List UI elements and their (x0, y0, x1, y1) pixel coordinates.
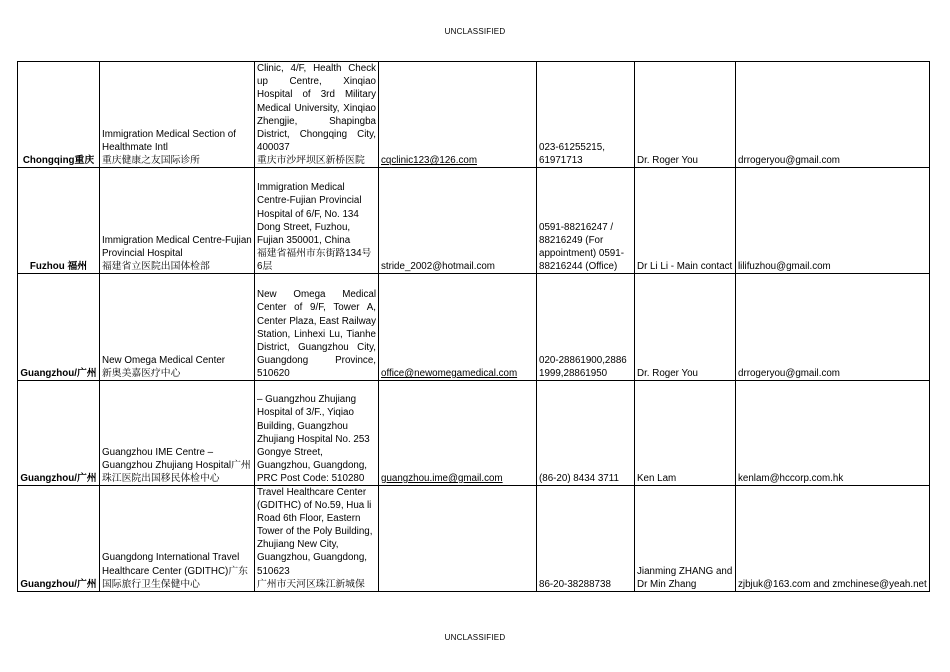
city-cell: Fuzhou 福州 (18, 168, 100, 274)
address-text: Travel Healthcare Center (GDITHC) of No.59, Hua li Road 6th Floor, Eastern Tower of the Poly Building, Zhujiang New City, Guangzhou, Guangdong, 510623 (257, 487, 373, 577)
address-text-cn: 广州市天河区珠江新城保 (257, 578, 365, 590)
address-text: Immigration Medical Centre-Fujian Provincial Hospital of 6/F, No. 134 Dong Street, Fuzhou, Fujian 350001, China (257, 182, 362, 246)
clinic-name: New Omega Medical Center (102, 354, 226, 366)
phone-cell: (86-20) 8434 3711 (537, 381, 635, 486)
clinic-name: Guangzhou IME Centre – Guangzhou Zhujiang Hospital (102, 446, 232, 471)
clinic-name: Guangdong International Travel Healthcare Center (GDITHC) (102, 552, 240, 577)
address-text-cn: 重庆市沙坪坝区新桥医院 (257, 154, 365, 166)
clinic-name-cn: 新奥美嘉医疗中心 (102, 367, 181, 379)
contact-cell: Dr. Roger You (635, 62, 736, 168)
address-cell (255, 486, 379, 592)
contact-email-cell: zjbjuk@163.com and zmchinese@yeah.net (736, 486, 930, 592)
clinic-cell (100, 486, 255, 592)
table-row (18, 486, 930, 592)
email-cell (379, 168, 537, 274)
city-cell: Guangzhou/广州 (18, 486, 100, 592)
contact-email-cell: drrogeryou@gmail.com (736, 274, 930, 381)
city-cell: Chongqing重庆 (18, 62, 100, 168)
phone-cell: 020-28861900,28861999,28861950 (537, 274, 635, 381)
clinic-cell (100, 168, 255, 274)
clinic-name: Immigration Medical Centre-Fujian Provincial Hospital (102, 234, 252, 259)
table-row (18, 62, 930, 168)
classification-header: UNCLASSIFIED (444, 27, 506, 36)
email-cell (379, 274, 537, 381)
clinic-cell (100, 62, 255, 168)
classification-footer: UNCLASSIFIED (444, 633, 506, 642)
clinic-name-cn: 广东国际旅行卫生保健中心 (102, 565, 248, 590)
address-text: Clinic, 4/F, Health Check up Centre, Xinqiao Hospital of 3rd Military Medical University, Xinqiao Zhengjie, Shapingba District, Chongqing City, 400037 (257, 63, 376, 153)
clinic-cell (100, 274, 255, 381)
email-cell (379, 486, 537, 592)
address-cell (255, 62, 379, 168)
phone-cell: 0591-88216247 / 88216249 (For appointment) 0591-88216244 (Office) (537, 168, 635, 274)
clinic-table (17, 61, 930, 592)
address-cell: New Omega Medical Center of 9/F, Tower A, Center Plaza, East Railway Station, Linhexi Lu, Tianhe District, Guangzhou City, Guangdong Province, 510620 (255, 274, 379, 381)
address-text-cn: 福建省福州市东街路134号6层 (257, 247, 372, 272)
city-cell: Guangzhou/广州 (18, 381, 100, 486)
clinic-name-cn: 重庆健康之友国际诊所 (102, 154, 200, 166)
contact-email-cell: drrogeryou@gmail.com (736, 62, 930, 168)
clinic-cell (100, 381, 255, 486)
email-link[interactable]: stride_2002@hotmail.com (381, 260, 495, 272)
table-row (18, 168, 930, 274)
phone-cell: 023-61255215, 61971713 (537, 62, 635, 168)
phone-cell: 86-20-38288738 (537, 486, 635, 592)
address-cell (255, 168, 379, 274)
contact-email-cell: lilifuzhou@gmail.com (736, 168, 930, 274)
clinic-name: Immigration Medical Section of Healthmate Intl (102, 128, 236, 153)
email-link[interactable]: guangzhou.ime@gmail.com (381, 472, 503, 484)
contact-cell: Ken Lam (635, 381, 736, 486)
email-cell (379, 62, 537, 168)
email-cell (379, 381, 537, 486)
table-row (18, 381, 930, 486)
email-link[interactable]: office@newomegamedical.com (381, 367, 518, 379)
contact-cell: Jianming ZHANG and Dr Min Zhang (635, 486, 736, 592)
contact-cell: Dr Li Li - Main contact (635, 168, 736, 274)
email-link[interactable]: cqclinic123@126.com (381, 154, 477, 166)
table-row (18, 274, 930, 381)
contact-cell: Dr. Roger You (635, 274, 736, 381)
clinic-name-cn: 广州珠江医院出国移民体检中心 (102, 459, 251, 484)
city-cell: Guangzhou/广州 (18, 274, 100, 381)
clinic-name-cn: 福建省立医院出国体检部 (102, 260, 210, 272)
address-cell: – Guangzhou Zhujiang Hospital of 3/F., Yiqiao Building, Guangzhou Zhujiang Hospital No. 253 Gongye Street, Guangzhou, Guangdong, PRC Post Code: 510280 (255, 381, 379, 486)
contact-email-cell: kenlam@hccorp.com.hk (736, 381, 930, 486)
